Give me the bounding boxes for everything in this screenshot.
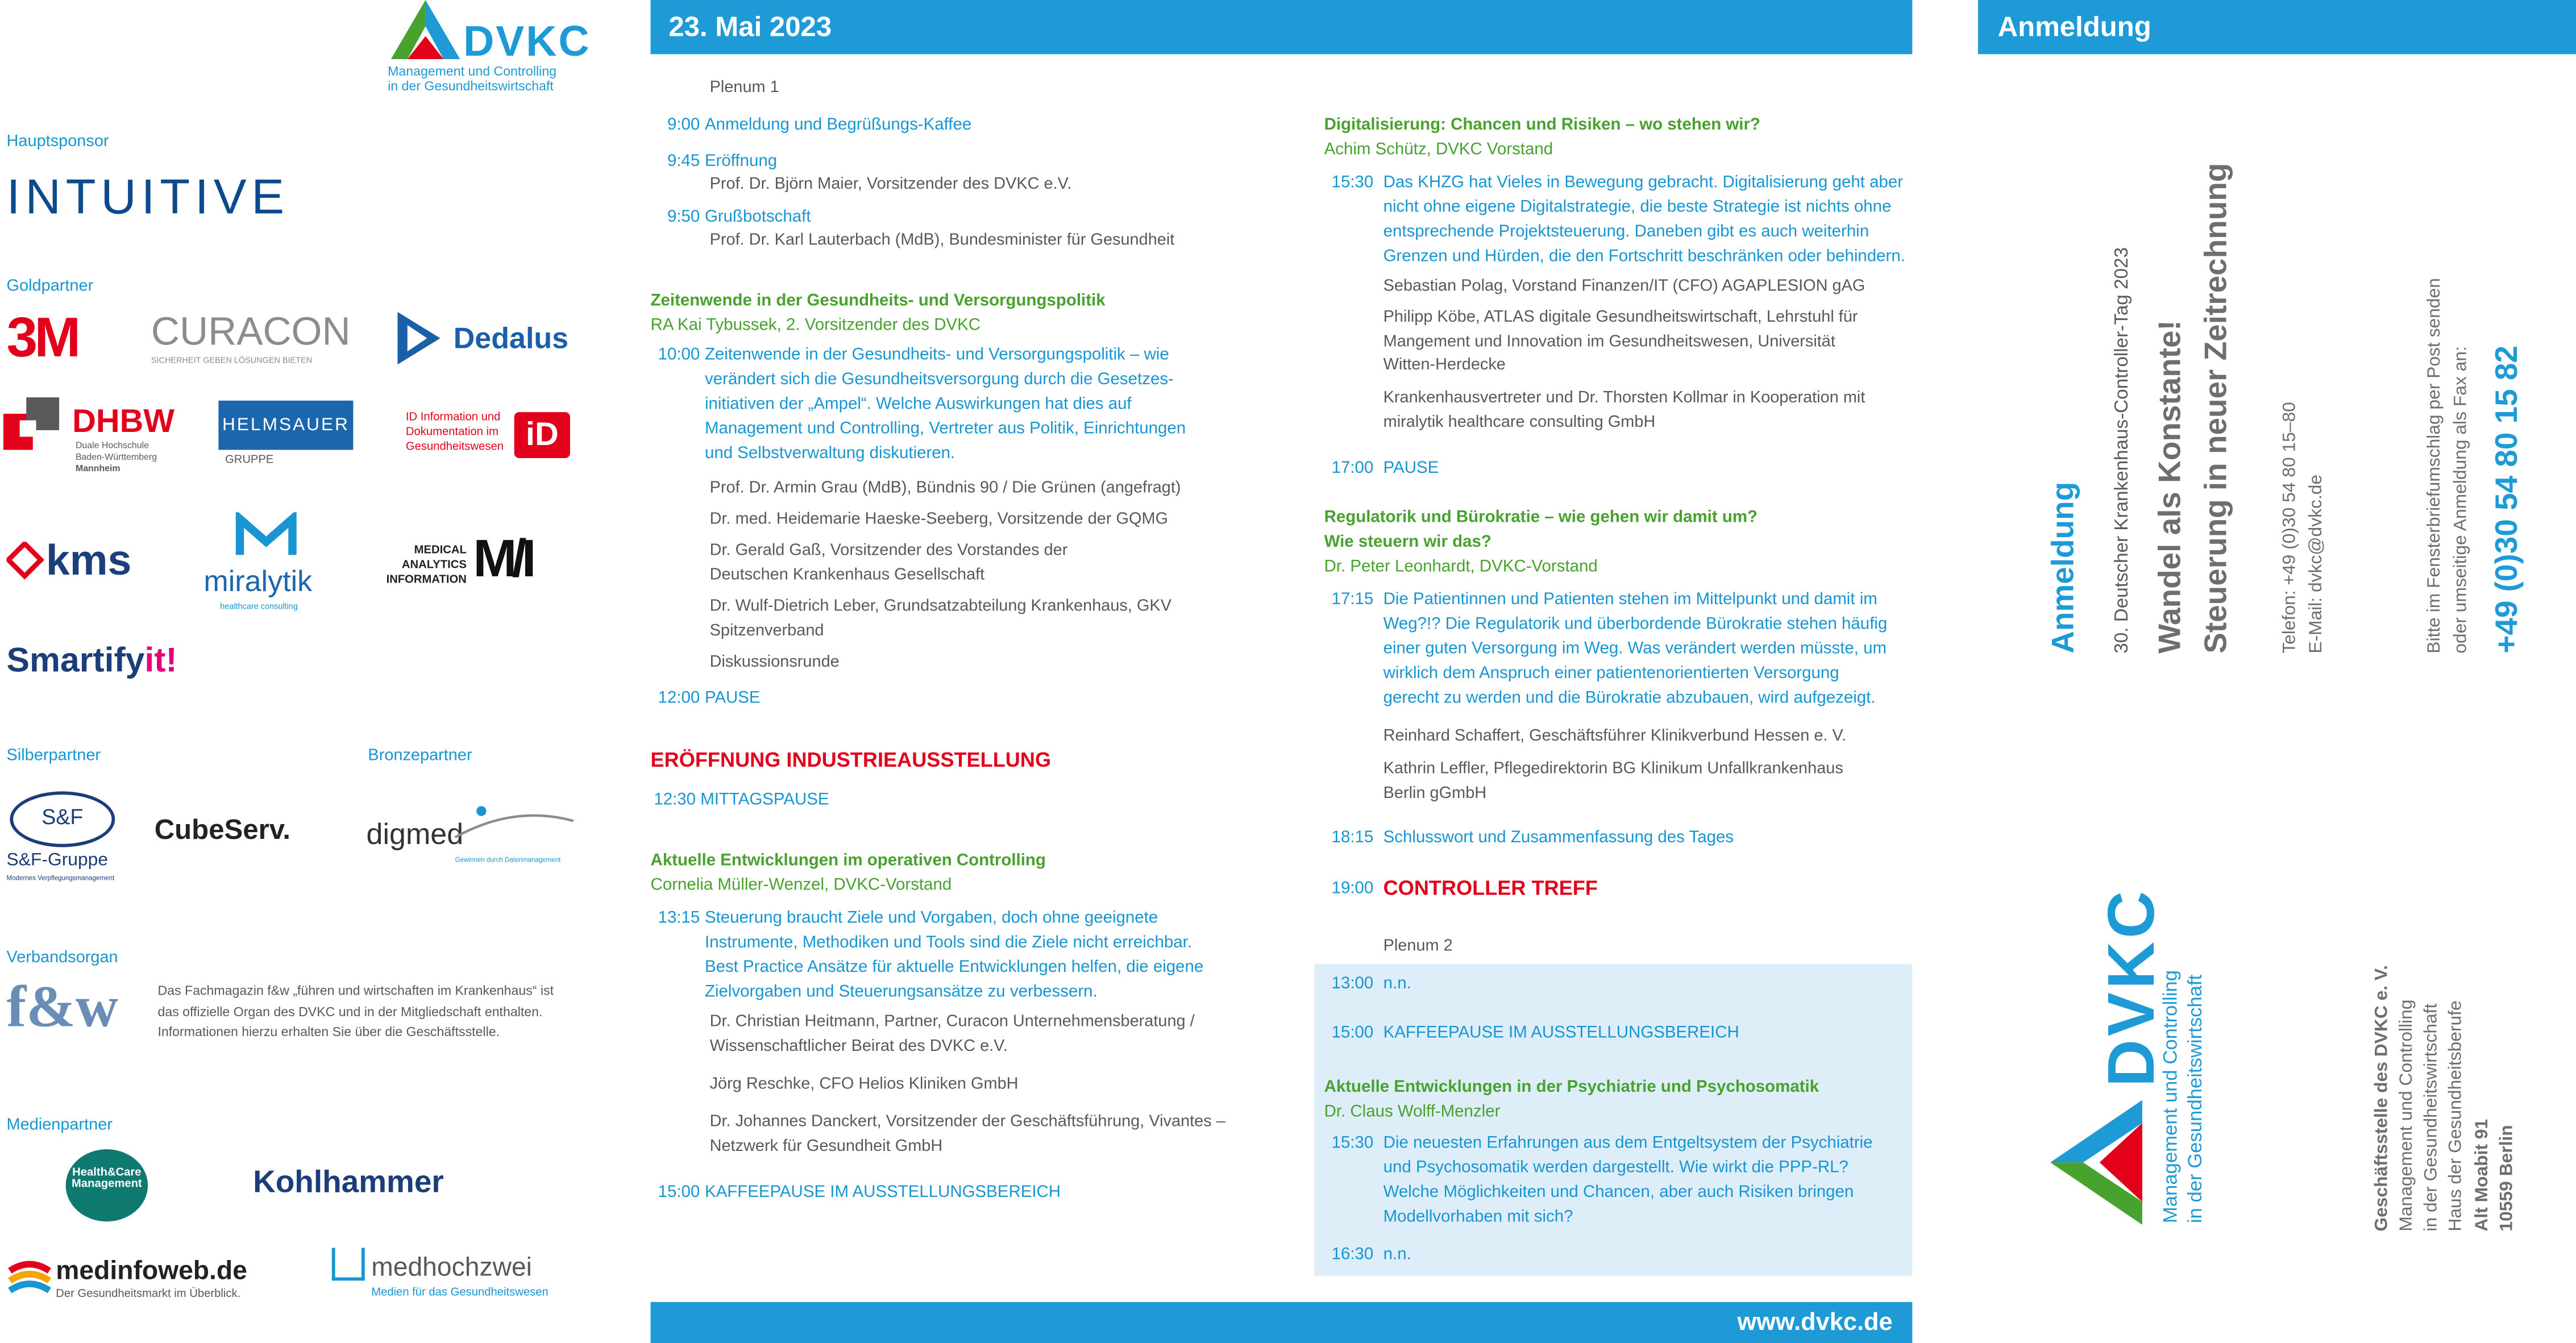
desc-line: initiativen der „Ampel“. Welche Auswirkungen hat dies auf	[704, 396, 1132, 414]
desc-line: Best Practice Ansätze für aktuelle Entwicklungen helfen, die eigene	[704, 959, 1204, 977]
logo-dhbw	[3, 397, 184, 479]
agenda-title: Anmeldung und Begrüßungs-Kaffee	[704, 117, 972, 135]
dhbw-sub1: Duale Hochschule	[75, 442, 149, 452]
sf-sub: Modernes Verpflegungsmanagement	[6, 873, 115, 882]
kms-name: kms	[45, 535, 132, 585]
agenda-time: 9:50	[667, 208, 700, 227]
session-regulatorik	[1324, 508, 1916, 578]
logo-helmsauer	[218, 401, 353, 467]
speaker-line: Dr. Gerald Gaß, Vorsitzender des Vorstandes der	[709, 542, 1068, 560]
speaker-line: Witten-Herdecke	[1383, 356, 1506, 375]
logo-kohlhammer: Kohlhammer	[253, 1166, 444, 1200]
mai-line2: ANALYTICS	[401, 560, 467, 572]
agenda-time: 18:15	[1331, 829, 1374, 847]
hcm-line1: Health&Care	[72, 1167, 142, 1179]
desc-line: Grenzen und Hürden, die den Fortschritt beschränken oder behindern.	[1383, 248, 1905, 266]
session-psychiatrie	[1324, 1077, 1916, 1123]
plenum-1-label: Plenum 1	[709, 78, 779, 97]
v-post-line1: Bitte im Fensterbriefumschlag per Post senden	[2425, 278, 2445, 654]
speaker-koebe	[1383, 307, 1858, 379]
dhbw-mark-icon	[3, 397, 69, 453]
agenda-description	[1383, 171, 1905, 269]
mai-line3: INFORMATION	[386, 575, 467, 587]
logo-curacon	[151, 310, 351, 367]
agenda-description	[1383, 1131, 1873, 1229]
desc-line: Management und Controlling, Vertreter aus Politik, Einrichtungen	[704, 420, 1186, 439]
agenda-time: 15:00	[1331, 1024, 1374, 1043]
desc-line: Die Patientinnen und Patienten stehen im Mittelpunkt und damit im	[1383, 591, 1877, 609]
v-address-line1: Geschäftsstelle des DVKC e. V.	[2372, 964, 2392, 1232]
goldpartner-label: Goldpartner	[6, 277, 94, 296]
logo-cubeserv: CubeServ.	[154, 814, 291, 846]
program-date: 23. Mai 2023	[668, 11, 832, 43]
dvkc-logo-name: DVKC	[463, 16, 591, 66]
dvkc-logo-line2: in der Gesundheitswirtschaft	[388, 78, 554, 94]
agenda-time: 16:30	[1331, 1246, 1374, 1265]
desc-line: Die neuesten Erfahrungen aus dem Entgeltsystem der Psychiatrie	[1383, 1134, 1873, 1153]
mai-line1: MEDICAL	[414, 545, 467, 557]
speaker-gass	[710, 540, 1068, 588]
dhbw-name: DHBW	[72, 404, 175, 440]
speaker-line: Philipp Köbe, ATLAS digitale Gesundheitswirtschaft, Lehrstuhl für	[1383, 309, 1858, 327]
agenda-time: 12:00	[658, 689, 700, 708]
medinfoweb-sub: Der Gesundheitsmarkt im Überblick.	[56, 1288, 241, 1300]
logo-medhochzwei	[332, 1248, 562, 1307]
speaker-line: Deutschen Krankenhaus Gesellschaft	[709, 566, 985, 584]
v-address-line6: 10559 Berlin	[2497, 1125, 2517, 1232]
logo-3m: 3M	[6, 307, 78, 369]
agenda-time: 9:45	[667, 152, 700, 171]
speaker-danckert	[710, 1112, 1225, 1159]
curacon-name: CURACON	[151, 310, 351, 355]
smartify-text: Smartify	[6, 642, 145, 680]
speaker-heitmann	[710, 1012, 1195, 1059]
desc-line: Instrumente, Methodiken und Tools sind die Ziele nicht erreichbar.	[704, 934, 1193, 953]
desc-line: Welche Möglichkeiten und Chancen, aber auch Risiken bringen	[1383, 1183, 1854, 1202]
hcm-line2: Management	[71, 1179, 142, 1191]
logo-sf	[7, 791, 122, 887]
agenda-title: PAUSE	[1383, 459, 1439, 478]
logo-smartifyit	[7, 642, 177, 681]
v-address-line3: in der Gesundheitswirtschaft	[2421, 1003, 2441, 1232]
speaker-schaffert: Reinhard Schaffert, Geschäftsführer Klinikverbund Hessen e. V.	[1383, 727, 1847, 746]
fw-text-line1: Das Fachmagazin f&w „führen und wirtschaften im Krankenhaus“ ist	[157, 983, 554, 999]
v-email: E-Mail: dvkc@dvkc.de	[2306, 474, 2326, 654]
logo-health-care-management	[66, 1149, 148, 1221]
speaker-leber	[710, 596, 1171, 644]
desc-line: Steuerung braucht Ziele und Vorgaben, doch ohne geeignete	[704, 909, 1158, 928]
session-moderator: Achim Schütz, DVKC Vorstand	[1324, 141, 1553, 160]
v-dvkc-sub2: in der Gesundheitswirtschaft	[2183, 974, 2207, 1224]
v-fax-number: +49 (0)30 54 80 15 82	[2490, 346, 2525, 654]
agenda-title: KAFFEEPAUSE IM AUSSTELLUNGSBEREICH	[704, 1183, 1061, 1202]
v-address-line2: Management und Controlling	[2396, 999, 2417, 1232]
agenda-description	[1383, 588, 1888, 711]
agenda-title: Eröffnung	[704, 152, 778, 171]
curacon-tagline: SICHERHEIT GEBEN LÖSUNGEN BIETEN	[151, 356, 313, 367]
website-url: www.dvkc.de	[1737, 1308, 1893, 1337]
v-address-line5: Alt Moabit 91	[2472, 1119, 2492, 1232]
agenda-time: 13:00	[1331, 975, 1374, 993]
smartify-it-text: it!	[144, 642, 177, 680]
speaker-line: Wissenschaftlicher Beirat des DVKC e.V.	[709, 1037, 1008, 1055]
agenda-time: 13:15	[658, 909, 700, 928]
agenda-title: PAUSE	[704, 689, 761, 708]
speaker-grau: Prof. Dr. Armin Grau (MdB), Bündnis 90 / Die Grünen (angefragt)	[709, 479, 1181, 498]
agenda-title: KAFFEEPAUSE IM AUSSTELLUNGSBEREICH	[1383, 1024, 1739, 1043]
registration-header: Anmeldung	[1997, 11, 2151, 43]
session-moderator: Cornelia Müller-Wenzel, DVKC-Vorstand	[650, 876, 952, 895]
desc-line: Das KHZG hat Vieles in Bewegung gebracht. Digitalisierung geht aber	[1383, 174, 1904, 192]
session-title: Aktuelle Entwicklungen in der Psychiatrie und Psychosomatik	[1324, 1078, 1819, 1097]
logo-mai	[368, 529, 581, 594]
desc-line: und Psychosomatik werden dargestellt. Wie wirkt die PPP-RL?	[1383, 1159, 1848, 1178]
helmsauer-name: HELMSAUER	[218, 401, 353, 450]
agenda-title: n.n.	[1383, 975, 1411, 993]
digmed-name: digmed	[366, 817, 464, 851]
speaker-line: Krankenhausvertreter und Dr. Thorsten Kollmar in Kooperation mit	[1383, 389, 1865, 408]
agenda-title: Schlusswort und Zusammenfassung des Tages	[1383, 829, 1734, 847]
speaker-line: Kathrin Leffler, Pflegedirektorin BG Klinikum Unfallkrankenhaus	[1383, 760, 1843, 779]
v-dvkc-sub1: Management und Controlling	[2158, 970, 2182, 1224]
digmed-sub: Gewinnen durch Datenmanagement	[455, 855, 561, 864]
agenda-time: 17:00	[1331, 459, 1374, 478]
dvkc-triangle-icon	[388, 0, 463, 66]
dvkc-logo-line1: Management und Controlling	[388, 64, 557, 79]
logo-miralytik	[201, 512, 348, 621]
agenda-time: 15:00	[658, 1183, 700, 1202]
session-title: Aktuelle Entwicklungen im operativen Controlling	[650, 852, 1046, 871]
desc-line: verändert sich die Gesundheitsversorgung durch die Gesetzes-	[704, 371, 1174, 389]
v-post-line2: oder umseitige Anmeldung als Fax an:	[2451, 346, 2471, 654]
hauptsponsor-label: Hauptsponsor	[6, 132, 109, 151]
medinfoweb-name: medinfoweb.de	[56, 1257, 247, 1286]
dhbw-sub3: Mannheim	[75, 464, 121, 475]
dhbw-sub2: Baden-Württemberg	[75, 453, 157, 463]
medhochzwei-sub: Medien für das Gesundheitswesen	[371, 1287, 549, 1299]
session-moderator: Dr. Peter Leonhardt, DVKC-Vorstand	[1324, 558, 1598, 576]
speaker-line: miralytik healthcare consulting GmbH	[1383, 413, 1656, 431]
agenda-title: CONTROLLER TREFF	[1383, 876, 1598, 900]
agenda-title: n.n.	[1383, 1246, 1411, 1265]
speaker-line: Dr. Christian Heitmann, Partner, Curacon Unternehmensberatung /	[709, 1013, 1195, 1032]
agenda-time: 17:15	[1331, 591, 1374, 609]
v-event-name: 30. Deutscher Krankenhaus-Controller-Tag 2023	[2112, 247, 2133, 654]
miralytik-mark-icon	[233, 512, 299, 562]
sf-mark: S&F	[10, 791, 115, 847]
registration-header-bar	[1978, 0, 2576, 54]
desc-line: Modellvorhaben mit sich?	[1383, 1208, 1573, 1226]
logo-medinfoweb	[7, 1258, 286, 1310]
id-mark: iD	[514, 412, 570, 458]
date-header-bar	[651, 0, 1913, 54]
speaker-line: Berlin gGmbH	[1383, 784, 1487, 803]
v-dvkc-name: DVKC	[2096, 887, 2169, 1087]
desc-line: nicht ohne eigene Digitalstrategie, die beste Strategie ist nichts ohne	[1383, 198, 1892, 217]
desc-line: Zielvorgaben und Steuerungsansätze zu verbessern.	[704, 983, 1098, 1002]
expo-opening: ERÖFFNUNG INDUSTRIEAUSSTELLUNG	[650, 749, 1052, 772]
v-phone: Telefon: +49 (0)30 54 80 15–80	[2280, 402, 2300, 654]
desc-line: entsprechende Projektsteuerung. Daneben gibt es auch weiterhin	[1383, 223, 1869, 242]
logo-digmed	[367, 801, 580, 874]
session-digitalisierung	[1324, 115, 1916, 161]
desc-line: gerecht zu werden und die Bürokratie abzubauen, wird aufgezeigt.	[1383, 689, 1876, 708]
v-slogan-line1: Wandel als Konstante!	[2154, 320, 2188, 654]
desc-line: Weg?!? Die Regulatorik und überbordende Bürokratie stehen häufig	[1383, 616, 1888, 634]
session-moderator: RA Kai Tybussek, 2. Vorsitzender des DVKC	[650, 317, 981, 335]
verbandsorgan-label: Verbandsorgan	[6, 949, 118, 967]
agenda-description	[705, 907, 1203, 1005]
session-title: Digitalisierung: Chancen und Risiken – wo stehen wir?	[1324, 117, 1760, 135]
speaker-leffler	[1383, 759, 1843, 806]
speaker-lauterbach: Prof. Dr. Karl Lauterbach (MdB), Bundesminister für Gesundheit	[709, 231, 1175, 250]
desc-line: und Selbstverwaltung diskutieren.	[704, 444, 955, 463]
desc-line: wirklich dem Anspruch einer patientenorientierten Versorgung	[1383, 664, 1839, 683]
speaker-reschke: Jörg Reschke, CFO Helios Kliniken GmbH	[709, 1075, 1019, 1093]
desc-line: Zeitenwende in der Gesundheits- und Versorgungspolitik – wie	[704, 346, 1169, 365]
agenda-time: 19:00	[1331, 880, 1374, 899]
agenda-time: 9:00	[667, 117, 700, 135]
dedalus-name: Dedalus	[453, 322, 569, 355]
website-footer-bar	[651, 1302, 1913, 1343]
agenda-time: 15:30	[1331, 174, 1374, 192]
discussion-label: Diskussionsrunde	[709, 653, 840, 672]
speaker-line: Netzwerk für Gesundheit GmbH	[709, 1137, 943, 1155]
agenda-title: Grußbotschaft	[704, 208, 811, 227]
session-zeitenwende	[651, 290, 1275, 336]
dvkc-rotated-triangle-icon	[2050, 1100, 2149, 1225]
speaker-line: Mangement und Innovation im Gesundheitswesen, Universität	[1383, 332, 1835, 351]
medinfoweb-mark-icon	[7, 1258, 53, 1297]
sf-group-name: S&F-Gruppe	[6, 850, 109, 871]
kms-mark-icon	[7, 542, 46, 581]
speaker-polag: Sebastian Polag, Vorstand Finanzen/IT (CFO) AGAPLESION gAG	[1383, 277, 1865, 296]
speaker-maier: Prof. Dr. Björn Maier, Vorsitzender des DVKC e.V.	[709, 176, 1072, 194]
miralytik-sub: healthcare consulting	[220, 602, 298, 613]
dedalus-mark-icon	[394, 312, 444, 364]
bronzepartner-label: Bronzepartner	[368, 747, 472, 766]
session-title-line2: Wie steuern wir das?	[1324, 533, 1491, 552]
id-line3: Gesundheitswesen	[405, 442, 504, 454]
dvkc-logo	[388, 0, 618, 95]
intuitive-logo: INTUITIVE	[6, 171, 289, 225]
medienpartner-label: Medienpartner	[6, 1116, 113, 1135]
digmed-swoosh-icon	[448, 801, 580, 851]
plenum-2-label: Plenum 2	[1383, 937, 1453, 956]
miralytik-name: miralytik	[203, 564, 313, 598]
logo-fw: f&w	[6, 974, 119, 1040]
agenda-time: 10:00	[658, 346, 700, 365]
id-line1: ID Information und	[405, 412, 501, 424]
agenda-description	[705, 343, 1186, 467]
speaker-line: Dr. Johannes Danckert, Vorsitzender der Geschäftsführung, Vivantes –	[709, 1113, 1225, 1132]
v-registration-title: Anmeldung	[2047, 481, 2082, 654]
medhochzwei-mark-icon	[332, 1248, 365, 1280]
mai-mark: M/I	[473, 529, 531, 588]
session-title: Regulatorik und Bürokratie – wie gehen wir damit um?	[1324, 509, 1758, 527]
desc-line: einer guten Versorgung im Weg. Was verändert werden müsste, um	[1383, 640, 1887, 659]
session-moderator: Dr. Claus Wolff-Menzler	[1324, 1103, 1501, 1122]
lunch-break: 12:30 MITTAGSPAUSE	[654, 791, 829, 810]
speaker-line: Dr. Wulf-Dietrich Leber, Grundsatzabteilung Krankenhaus, GKV	[709, 597, 1172, 616]
medhochzwei-name: medhochzwei	[371, 1254, 532, 1283]
session-title: Zeitenwende in der Gesundheits- und Versorgungspolitik	[650, 292, 1106, 310]
silberpartner-label: Silberpartner	[6, 747, 101, 766]
session-op-controlling	[651, 850, 1275, 896]
v-address-line4: Haus der Gesundheitsberufe	[2446, 1000, 2466, 1232]
agenda-time: 15:30	[1331, 1134, 1374, 1153]
fw-description	[157, 982, 554, 1043]
id-line2: Dokumentation im	[405, 427, 498, 439]
speaker-line: Spitzenverband	[709, 621, 824, 640]
speaker-kollmar	[1383, 388, 1865, 435]
fw-text-line3: Informationen hierzu erhalten Sie über die Geschäftsstelle.	[157, 1024, 500, 1040]
speaker-haeske: Dr. med. Heidemarie Haeske-Seeberg, Vorsitzende der GQMG	[709, 510, 1169, 529]
v-slogan-line2: Steuerung in neuer Zeitrechnung	[2200, 163, 2234, 654]
logo-id	[406, 412, 587, 471]
helmsauer-sub: GRUPPE	[225, 455, 274, 467]
fw-text-line2: das offizielle Organ des DVKC und in der Mitgliedschaft enthalten.	[157, 1004, 543, 1019]
